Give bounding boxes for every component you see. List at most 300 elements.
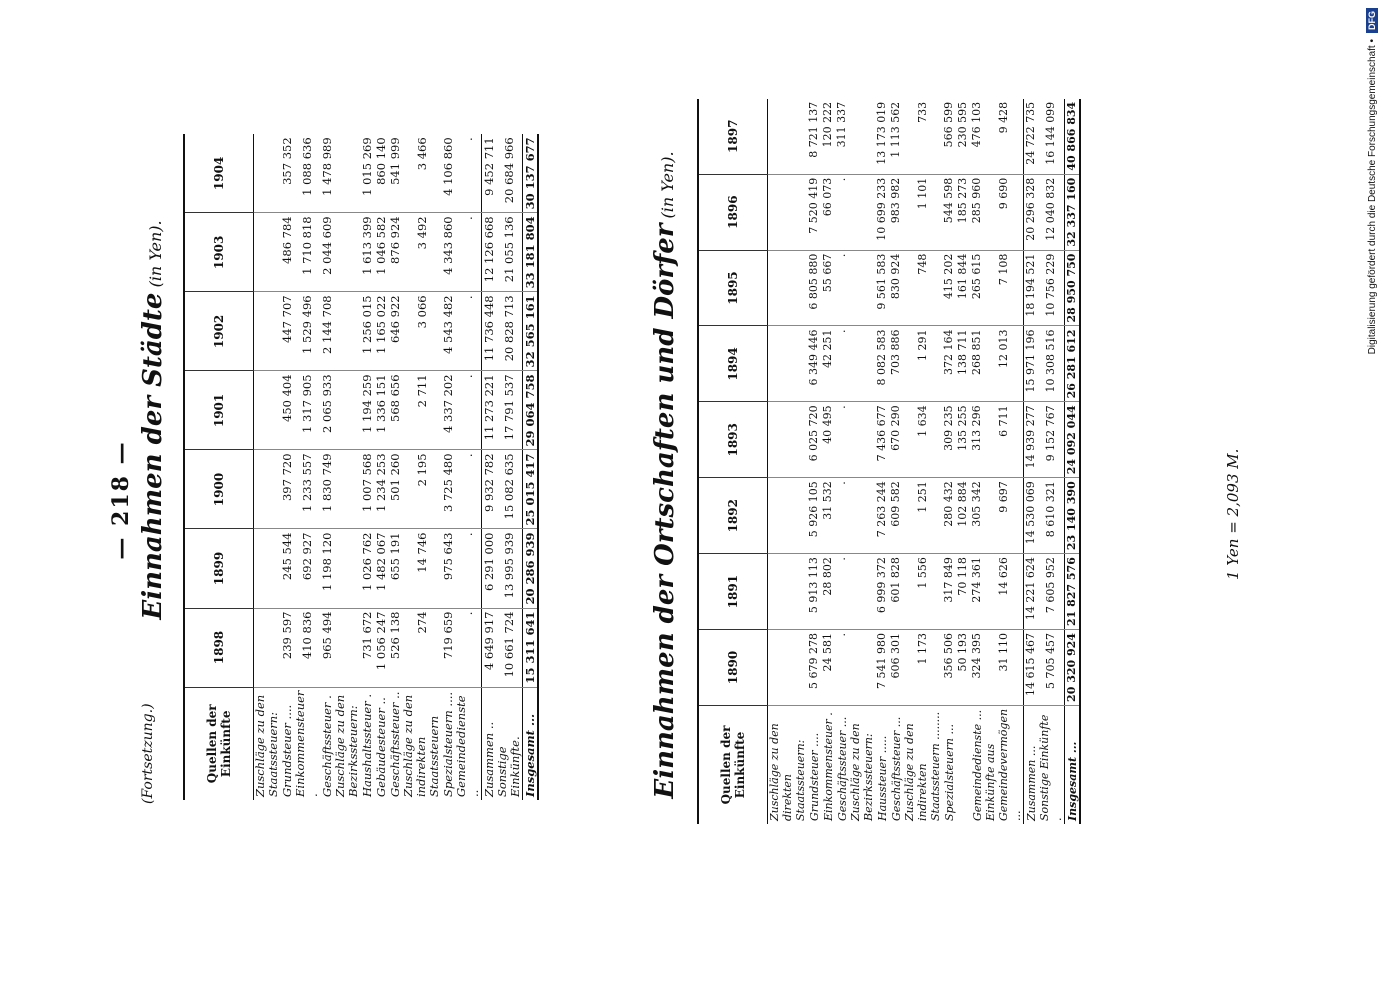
table-cell: 1 194 259 <box>360 371 374 450</box>
table-cell: 8 721 137 <box>807 99 821 174</box>
table-cell: . <box>835 402 849 478</box>
table-cell: 7 520 419 <box>807 174 821 250</box>
table-cell: 28 950 750 <box>1065 250 1081 326</box>
table-cell: 501 260 <box>388 450 402 529</box>
table-cell <box>768 402 808 478</box>
table-cell: 965 494 <box>320 608 334 687</box>
table-row <box>523 134 539 800</box>
table-cell: 4 649 917 <box>482 608 497 687</box>
table-cell: 9 152 767 <box>1038 402 1065 478</box>
table-row <box>334 134 360 800</box>
table-cell: 1 198 120 <box>320 529 334 608</box>
table-cell: 1 317 905 <box>294 371 320 450</box>
table-cell: 13 173 019 <box>875 99 889 174</box>
table-cell: . <box>455 134 482 213</box>
row-label: Spezialsteuern ... <box>942 724 956 821</box>
table-cell <box>254 608 281 687</box>
table-row <box>374 134 388 800</box>
table-cell: 10 699 233 <box>875 174 889 250</box>
table-cell: 415 202 <box>942 250 956 326</box>
row-label: Zuschläge zu den Staatssteuern: <box>253 694 280 797</box>
table-cell: 2 195 <box>402 450 441 529</box>
header-year: 1903 <box>184 213 254 292</box>
table-cell: 1 634 <box>903 402 942 478</box>
table-cell: 1 046 582 <box>374 213 388 292</box>
row-label: Haussteuer ..... <box>875 735 889 821</box>
table-cell <box>849 250 875 326</box>
table-cell: 6 711 <box>984 402 1024 478</box>
header-year: 1890 <box>698 630 768 706</box>
table-row <box>441 134 455 800</box>
table-cell: 15 082 635 <box>496 450 523 529</box>
row-label: Sonstige Einkünfte . <box>1038 714 1064 821</box>
table-cell: . <box>455 450 482 529</box>
table-cell <box>334 292 360 371</box>
table-cell: 161 844 <box>956 250 970 326</box>
row-label: Geschäftssteuer ... <box>835 716 849 821</box>
table-cell: 11 736 448 <box>482 292 497 371</box>
table-cell: 31 532 <box>821 478 835 554</box>
table-cell: 397 720 <box>280 450 294 529</box>
table-cell: 24 722 735 <box>1024 99 1039 174</box>
table-cell: 1 478 989 <box>320 134 334 213</box>
table-cell: 1 113 562 <box>889 99 903 174</box>
table-cell: 1 233 557 <box>294 450 320 529</box>
header-sources: Quellen der Einkünfte <box>205 704 233 784</box>
table-cell: 8 082 583 <box>875 326 889 402</box>
table-cell: 66 073 <box>821 174 835 250</box>
table-cell: 14 626 <box>984 554 1024 630</box>
dfg-logo: DFG <box>1366 8 1378 33</box>
table-cell: 1 173 <box>903 630 942 706</box>
table-cell: 7 605 952 <box>1038 554 1065 630</box>
table-cell: 14 221 624 <box>1024 554 1039 630</box>
header-year: 1897 <box>698 99 768 174</box>
table-cell: 4 337 202 <box>441 371 455 450</box>
table-cell: 29 064 758 <box>523 371 539 450</box>
table-cell <box>849 630 875 706</box>
table-cell: 10 756 229 <box>1038 250 1065 326</box>
table-cell: 313 296 <box>970 402 984 478</box>
table-cell <box>254 213 281 292</box>
table-cell: 13 995 939 <box>496 529 523 608</box>
table-cell: 28 802 <box>821 554 835 630</box>
row-label <box>956 705 970 824</box>
table-cell <box>768 174 808 250</box>
table-cell: 14 615 467 <box>1024 630 1039 706</box>
table-cell: 324 395 <box>970 630 984 706</box>
table-row <box>1038 99 1065 824</box>
table-cell: 5 913 113 <box>807 554 821 630</box>
header-year: 1902 <box>184 292 254 371</box>
table-cell: 606 301 <box>889 630 903 706</box>
table-cell <box>768 250 808 326</box>
table-cell: 11 273 221 <box>482 371 497 450</box>
table-row <box>807 99 821 824</box>
table-cell <box>768 478 808 554</box>
table-row <box>835 99 849 824</box>
dfg-credit-text: Digitalisierung gefördert durch die Deutsche Forschungsgemeinschaft • <box>1366 39 1378 355</box>
table-cell: 7 263 244 <box>875 478 889 554</box>
table-cell: 1 056 247 <box>374 608 388 687</box>
row-label: Zuschläge zu den indirekten Staatssteuern <box>401 694 441 797</box>
table-cell: . <box>455 608 482 687</box>
table-cell <box>254 529 281 608</box>
table-cell: 50 193 <box>956 630 970 706</box>
table-cell: 2 711 <box>402 371 441 450</box>
table-row <box>875 99 889 824</box>
table-row <box>984 99 1024 824</box>
table-cell: 20 286 939 <box>523 529 539 608</box>
table-cell: 692 927 <box>294 529 320 608</box>
table-cell: 2 065 933 <box>320 371 334 450</box>
table-cell: 185 273 <box>956 174 970 250</box>
table-cell <box>334 450 360 529</box>
header-year: 1893 <box>698 402 768 478</box>
table-staedte <box>183 134 539 800</box>
header-year: 1891 <box>698 554 768 630</box>
row-label: Zusammen ... <box>1024 705 1039 824</box>
table-cell: 32 565 161 <box>523 292 539 371</box>
table-cell <box>334 371 360 450</box>
table-cell: 983 982 <box>889 174 903 250</box>
table-cell <box>768 99 808 174</box>
row-label: Geschäftssteuer . <box>319 695 334 797</box>
table-cell <box>849 174 875 250</box>
table-cell: 4 106 860 <box>441 134 455 213</box>
table-cell: . <box>835 174 849 250</box>
table-row <box>496 134 523 800</box>
table-cell: 230 595 <box>956 99 970 174</box>
table-cell <box>334 608 360 687</box>
table-cell: 670 290 <box>889 402 903 478</box>
header-year: 1899 <box>184 529 254 608</box>
table-cell: 372 164 <box>942 326 956 402</box>
header-year: 1900 <box>184 450 254 529</box>
table1-title: Einnahmen der Städte <box>138 292 168 620</box>
table-cell: 102 884 <box>956 478 970 554</box>
table-cell: 733 <box>903 99 942 174</box>
table-cell: 2 044 609 <box>320 213 334 292</box>
table-cell: 14 530 069 <box>1024 478 1039 554</box>
table-cell: 20 828 713 <box>496 292 523 371</box>
table1-title-block <box>138 140 168 700</box>
table-cell: 42 251 <box>821 326 835 402</box>
header-year: 1895 <box>698 250 768 326</box>
table-cell: 7 436 677 <box>875 402 889 478</box>
table-cell: 9 690 <box>984 174 1024 250</box>
table2-title-block <box>650 125 680 825</box>
table-cell: 1 256 015 <box>360 292 374 371</box>
table-cell: 3 066 <box>402 292 441 371</box>
table-row <box>889 99 903 824</box>
table-cell <box>849 99 875 174</box>
table-cell: 6 805 880 <box>807 250 821 326</box>
table-cell: 1 101 <box>903 174 942 250</box>
table-cell: 601 828 <box>889 554 903 630</box>
table2-title: Einnahmen der Ortschaften und Dörfer <box>650 223 680 799</box>
table-cell: 9 697 <box>984 478 1024 554</box>
header-row <box>698 99 768 824</box>
table-cell <box>768 630 808 706</box>
continuation-note: (Fortsetzung.) <box>140 703 156 804</box>
table-cell: 410 836 <box>294 608 320 687</box>
table-cell: 9 428 <box>984 99 1024 174</box>
table-cell: 450 404 <box>280 371 294 450</box>
row-label: Haushaltssteuer . <box>359 693 374 797</box>
table-cell <box>334 213 360 292</box>
table-cell: 33 181 804 <box>523 213 539 292</box>
table-row <box>320 134 334 800</box>
table-cell: 25 015 417 <box>523 450 539 529</box>
row-label: Gemeindedienste .. <box>454 695 481 797</box>
table-cell: 305 342 <box>970 478 984 554</box>
table-row <box>970 99 984 824</box>
table-cell: 1 830 749 <box>320 450 334 529</box>
table-row <box>402 134 441 800</box>
table-cell <box>768 554 808 630</box>
table-cell: 4 343 860 <box>441 213 455 292</box>
table-cell: 317 849 <box>942 554 956 630</box>
table-cell: 566 599 <box>942 99 956 174</box>
table-cell: 24 092 044 <box>1065 402 1081 478</box>
table-cell: 20 296 328 <box>1024 174 1039 250</box>
table-cell: 239 597 <box>280 608 294 687</box>
table-cell: 23 140 390 <box>1065 478 1081 554</box>
table-cell: 8 610 321 <box>1038 478 1065 554</box>
table-cell <box>254 292 281 371</box>
row-label: Spezialsteuern .... <box>440 691 455 797</box>
header-year: 1898 <box>184 608 254 687</box>
table-cell <box>849 554 875 630</box>
table-cell: 486 784 <box>280 213 294 292</box>
table-cell: 5 926 105 <box>807 478 821 554</box>
row-label: Gebäudesteuer .. <box>373 697 388 797</box>
table-cell <box>254 134 281 213</box>
table-cell <box>334 134 360 213</box>
table-cell <box>254 450 281 529</box>
table-row <box>280 134 294 800</box>
table-cell: 1 007 568 <box>360 450 374 529</box>
table-cell: 830 924 <box>889 250 903 326</box>
row-label: Zuschläge zu den indirekten Staatssteuern ........ <box>903 711 942 821</box>
table-cell: 32 337 160 <box>1065 174 1081 250</box>
table-cell: 3 466 <box>402 134 441 213</box>
table-cell: 311 337 <box>835 99 849 174</box>
header-year: 1896 <box>698 174 768 250</box>
table-cell: 40 495 <box>821 402 835 478</box>
table-cell: 16 144 099 <box>1038 99 1065 174</box>
table-row <box>455 134 482 800</box>
table-row <box>903 99 942 824</box>
table-cell: 309 235 <box>942 402 956 478</box>
table-cell: 5 705 457 <box>1038 630 1065 706</box>
table-row <box>956 99 970 824</box>
table-cell: 138 711 <box>956 326 970 402</box>
table-cell: 40 866 834 <box>1065 99 1081 174</box>
table-cell: 10 308 516 <box>1038 326 1065 402</box>
table-cell: 609 582 <box>889 478 903 554</box>
table-cell: 719 659 <box>441 608 455 687</box>
table-cell: 280 432 <box>942 478 956 554</box>
table-cell: 541 999 <box>388 134 402 213</box>
header-year: 1894 <box>698 326 768 402</box>
table-cell: 12 013 <box>984 326 1024 402</box>
table-cell: 1 291 <box>903 326 942 402</box>
table-cell: 9 561 583 <box>875 250 889 326</box>
table-cell: 274 <box>402 608 441 687</box>
table-cell: 14 939 277 <box>1024 402 1039 478</box>
table-cell: . <box>835 478 849 554</box>
row-label: Grundsteuer .... <box>279 704 294 797</box>
table-cell: 285 960 <box>970 174 984 250</box>
table-cell: 5 679 278 <box>807 630 821 706</box>
table-cell: . <box>835 554 849 630</box>
table-cell: 30 137 677 <box>523 134 539 213</box>
table-row <box>821 99 835 824</box>
table-cell: . <box>455 292 482 371</box>
page-number: — 218 — <box>108 440 134 560</box>
table-cell: 646 922 <box>388 292 402 371</box>
table-cell <box>849 402 875 478</box>
row-label: Insgesamt ... <box>523 687 539 800</box>
table1-unit: (in Yen). <box>146 220 165 288</box>
table-cell: 21 827 576 <box>1065 554 1081 630</box>
table-cell: 268 851 <box>970 326 984 402</box>
row-label: Gemeindedienste ... <box>970 709 984 821</box>
table2-unit: (in Yen). <box>658 151 677 219</box>
table-row <box>254 134 281 800</box>
table-cell: 7 108 <box>984 250 1024 326</box>
table-row <box>388 134 402 800</box>
table-cell: 1 088 636 <box>294 134 320 213</box>
table-cell: 655 191 <box>388 529 402 608</box>
table-row <box>482 134 497 800</box>
row-label: Geschäftssteuer .. <box>387 691 402 797</box>
table-cell: 3 492 <box>402 213 441 292</box>
table-cell: 20 320 924 <box>1065 630 1081 706</box>
table-cell: 6 349 446 <box>807 326 821 402</box>
table-cell: . <box>835 250 849 326</box>
table-row <box>768 99 808 824</box>
table-cell: . <box>455 529 482 608</box>
header-row <box>184 134 254 800</box>
table-cell: 31 110 <box>984 630 1024 706</box>
table-cell: . <box>455 213 482 292</box>
table-cell: 70 118 <box>956 554 970 630</box>
table-cell: 975 643 <box>441 529 455 608</box>
header-year: 1904 <box>184 134 254 213</box>
table-cell: 1 613 399 <box>360 213 374 292</box>
table-ortschaften <box>697 99 1081 824</box>
table-cell: 1 556 <box>903 554 942 630</box>
row-label: Zuschläge zu den Bezirkssteuern: <box>849 723 875 821</box>
table-cell: 1 251 <box>903 478 942 554</box>
table-cell: 1 482 067 <box>374 529 388 608</box>
table-cell: 12 126 668 <box>482 213 497 292</box>
table-cell: 120 222 <box>821 99 835 174</box>
row-label: Zuschläge zu den Bezirkssteuern: <box>333 694 360 797</box>
row-label: Zuschläge zu den direkten Staatssteuern: <box>768 723 807 821</box>
table-cell: 14 746 <box>402 529 441 608</box>
table-row <box>942 99 956 824</box>
header-year: 1892 <box>698 478 768 554</box>
table-cell: 2 144 708 <box>320 292 334 371</box>
table-cell: 6 291 000 <box>482 529 497 608</box>
table-cell: 1 710 818 <box>294 213 320 292</box>
table-cell: 15 971 196 <box>1024 326 1039 402</box>
table-cell: 731 672 <box>360 608 374 687</box>
table-cell: 10 661 724 <box>496 608 523 687</box>
table-cell: 526 138 <box>388 608 402 687</box>
table-cell <box>334 529 360 608</box>
table-row <box>294 134 320 800</box>
table-cell: 1 529 496 <box>294 292 320 371</box>
table-cell: 1 015 269 <box>360 134 374 213</box>
row-label: Grundsteuer .... <box>807 732 821 821</box>
table-cell: 20 684 966 <box>496 134 523 213</box>
table-row <box>360 134 374 800</box>
table-cell <box>254 371 281 450</box>
dfg-sidebar <box>1362 8 1382 993</box>
table-cell: 1 336 151 <box>374 371 388 450</box>
row-label: Einkommensteuer . <box>293 690 320 797</box>
row-label: Geschäftssteuer ... <box>889 716 903 821</box>
table-cell: 18 194 521 <box>1024 250 1039 326</box>
table-cell: . <box>835 630 849 706</box>
table-cell: 1 165 022 <box>374 292 388 371</box>
header-year: 1901 <box>184 371 254 450</box>
row-label: Einkünfte aus Gemeindevermögen ... <box>984 708 1023 821</box>
table-cell: 265 615 <box>970 250 984 326</box>
table-cell <box>849 326 875 402</box>
table-cell: 7 541 980 <box>875 630 889 706</box>
table-cell: 274 361 <box>970 554 984 630</box>
table-cell: 21 055 136 <box>496 213 523 292</box>
table-cell: 447 707 <box>280 292 294 371</box>
table-cell: 6 025 720 <box>807 402 821 478</box>
row-label: Einkommensteuer . <box>821 712 835 821</box>
table-cell: 876 924 <box>388 213 402 292</box>
table-cell: 357 352 <box>280 134 294 213</box>
table-cell: 17 791 537 <box>496 371 523 450</box>
header-sources: Quellen der Einkünfte <box>719 725 747 805</box>
table-cell <box>849 478 875 554</box>
table-cell: 356 506 <box>942 630 956 706</box>
table-cell: 6 999 372 <box>875 554 889 630</box>
table-cell: 1 234 253 <box>374 450 388 529</box>
table-cell: 544 598 <box>942 174 956 250</box>
table-cell: 135 255 <box>956 402 970 478</box>
table-cell: 860 140 <box>374 134 388 213</box>
row-label: Sonstige Einkünfte. <box>495 736 522 797</box>
table-row <box>1024 99 1039 824</box>
table-cell: 26 281 612 <box>1065 326 1081 402</box>
row-label: Insgesamt ... <box>1065 705 1081 824</box>
table-cell: 12 040 832 <box>1038 174 1065 250</box>
table-cell: 24 581 <box>821 630 835 706</box>
table-cell: 55 667 <box>821 250 835 326</box>
table-cell: 3 725 480 <box>441 450 455 529</box>
table-cell: . <box>835 326 849 402</box>
table-row <box>1065 99 1081 824</box>
table-cell: 703 886 <box>889 326 903 402</box>
table-cell: 9 452 711 <box>482 134 497 213</box>
table-cell: 568 656 <box>388 371 402 450</box>
table-cell: 9 932 782 <box>482 450 497 529</box>
table-row <box>849 99 875 824</box>
table-cell: 4 543 482 <box>441 292 455 371</box>
